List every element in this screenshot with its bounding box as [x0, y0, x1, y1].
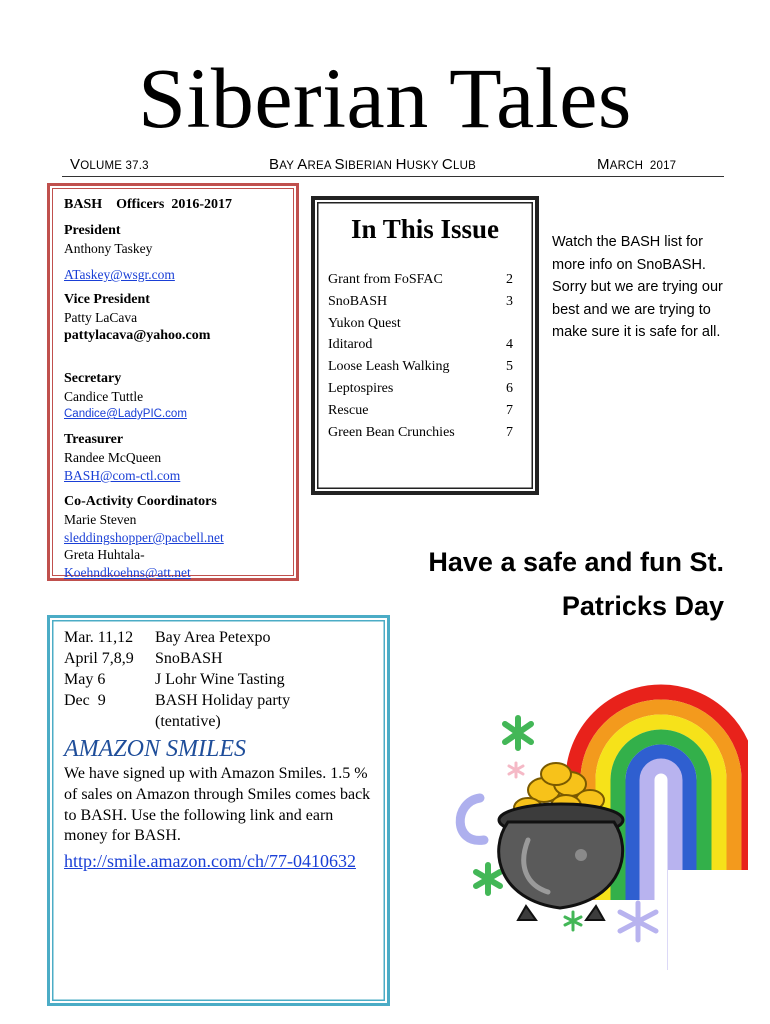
issue-date: MARCH 2017 [597, 156, 677, 173]
coordinator-2-name: Greta Huhtala- [64, 547, 145, 562]
officers-box [47, 183, 299, 581]
toc-item[interactable]: Grant from FoSFAC 2 [328, 270, 513, 290]
event-name: Bay Area Petexpo [155, 629, 271, 646]
event-name: SnoBASH [155, 650, 223, 667]
event-date: Mar. 11,12 [64, 629, 134, 646]
volume-label: VOLUME 37.3 [70, 156, 149, 173]
vp-title: Vice President [64, 292, 150, 307]
amazon-smiles-text: We have signed up with Amazon Smiles. 1.5 % of sales on Amazon through Smiles comes back to BASH. Use the following link and earn money for BASH. [64, 765, 371, 845]
treasurer-title: Treasurer [64, 432, 124, 447]
greeting-line-1: Have a safe and fun St. [428, 547, 724, 577]
vp-email: pattylacava@yahoo.com [64, 328, 211, 343]
officers-heading: BASH Officers 2016-2017 [64, 197, 232, 212]
president-name: Anthony Taskey [64, 241, 153, 256]
event-name: (tentative) [155, 713, 221, 730]
coordinator-2-email-link[interactable]: Koehndkoehns@att.net [64, 565, 191, 580]
greeting-line-2: Patricks Day [561, 591, 724, 621]
toc-item[interactable]: Iditarod 4 [328, 335, 513, 355]
toc-page-number: 4 [506, 337, 513, 352]
secretary-email-link[interactable]: Candice@LadyPIC.com [64, 408, 187, 420]
st-patricks-greeting [360, 540, 724, 628]
secretary-name: Candice Tuttle [64, 389, 144, 404]
toc-item[interactable]: Leptospires 6 [328, 379, 513, 399]
event-date: April 7,8,9 [64, 650, 134, 667]
toc-item[interactable]: Loose Leash Walking 5 [328, 357, 513, 377]
event-date: Dec 9 [64, 692, 106, 709]
event-date: May 6 [64, 671, 106, 688]
snobash-notice: Watch the BASH list for more info on SnoBASH. Sorry but we are trying our best and we are trying to make sure it is safe for all. [552, 234, 723, 340]
vp-name: Patty LaCava [64, 310, 138, 325]
in-this-issue-box [311, 196, 539, 495]
coordinator-1-name: Marie Steven [64, 512, 137, 527]
president-email-link[interactable]: ATaskey@wsgr.com [64, 267, 175, 282]
toc-page-number: 7 [506, 403, 513, 418]
amazon-smiles-heading: AMAZON SMILES [64, 736, 246, 762]
events-box [47, 615, 390, 1006]
event-name: J Lohr Wine Tasting [155, 671, 285, 688]
club-name: BAY AREA SIBERIAN HUSKY CLUB [269, 156, 476, 173]
masthead-divider [62, 176, 724, 177]
treasurer-email-link[interactable]: BASH@com-ctl.com [64, 468, 181, 483]
toc-page-number: 6 [506, 381, 513, 396]
toc-page-number: 5 [506, 359, 513, 374]
toc-item[interactable]: SnoBASH 3 [328, 292, 513, 312]
coordinators-title: Co-Activity Coordinators [64, 494, 217, 509]
in-this-issue-heading: In This Issue [350, 214, 500, 244]
secretary-title: Secretary [64, 371, 122, 386]
toc-page-number: 7 [506, 425, 513, 440]
toc-item[interactable]: Green Bean Crunchies 7 [328, 423, 513, 443]
toc-item[interactable]: Rescue 7 [328, 401, 513, 421]
coordinator-1-email-link[interactable]: sleddingshopper@pacbell.net [64, 530, 224, 545]
pot-of-gold-rainbow-illustration [448, 650, 748, 975]
toc-page-number: 2 [506, 272, 513, 287]
newsletter-title: Siberian Tales [138, 50, 632, 146]
toc-item[interactable]: Yukon Quest [328, 316, 401, 331]
event-name: BASH Holiday party [155, 692, 291, 709]
president-title: President [64, 223, 121, 238]
amazon-smiles-link[interactable]: http://smile.amazon.com/ch/77-0410632 [64, 851, 356, 871]
treasurer-name: Randee McQueen [64, 450, 162, 465]
toc-page-number: 3 [506, 294, 513, 309]
rainbow-pot-icon [448, 650, 748, 970]
